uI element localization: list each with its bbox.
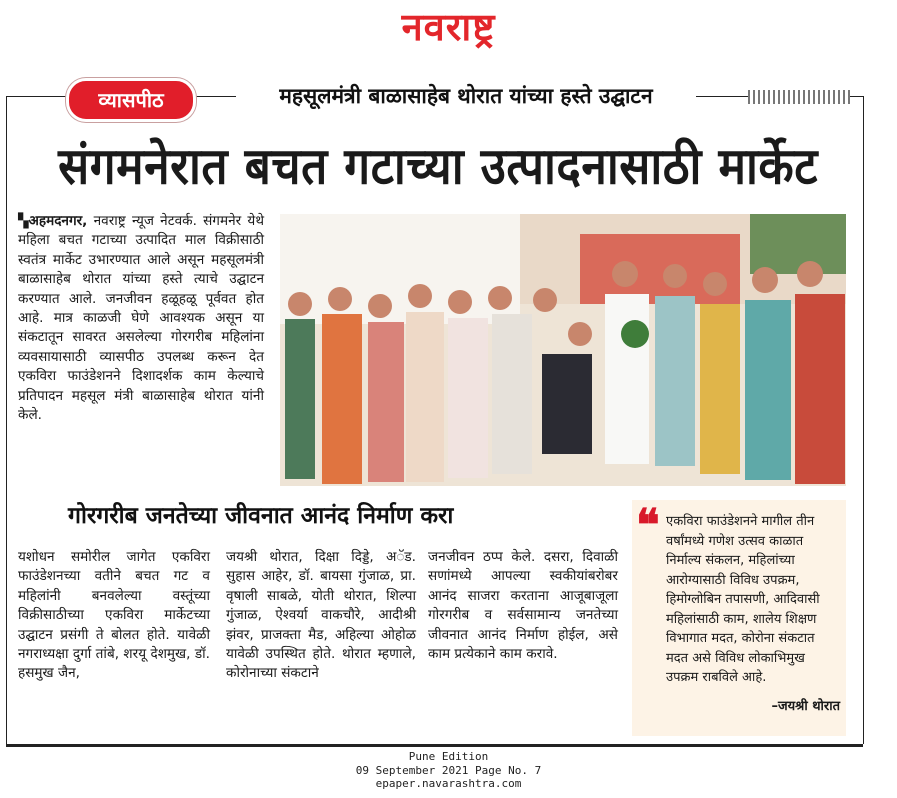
- quote-author: –जयश्री थोरात: [771, 699, 840, 714]
- intro-paragraph: ▚अहमदनगर, नवराष्ट्र न्यूज नेटवर्क. संगमनेर येथे महिला बचत गटाच्या उत्पादित माल विक्रीसाठी स्वतंत्र मार्केट उभारण्यात आले असून महसूलमंत्री बाळासाहेब थोरात यांच्या हस्ते त्याचे उद्घाटन करण्यात आले. जनजीवन हळूहळू पूर्ववत होत आहे. मात्र काळजी घेणे आवश्यक असून या संकटातून सावरत असलेल्या गोरगरीब महिलांना व्यवसायासाठी व्यासपीठ उपलब्ध करून देत एकविरा फाउंडेशनने दिशादर्शक काम केल्याचे प्रतिपादन महसूल मंत्री बाळासाहेब थोरात यांनी केले.: [18, 213, 265, 424]
- headline: संगमनेरात बचत गटाच्या उत्पादनासाठी मार्केट: [58, 136, 818, 196]
- quote-icon: ❝: [636, 500, 660, 551]
- body-column-2: जयश्री थोरात, दिक्षा दिड्डे, अॅड. सुहास आहेर, डॉ. बायसा गुंजाळ, प्रा. वृषाली साबळे, योती थोरात, शिल्पा गुंजाळ, ऐश्वर्या वाकचौरे, आदीश्री झंवर, प्राजक्ता मैड, अहिल्या ओहोळ यावेळी उपस्थित होते. थोरात म्हणाले, कोरोनाच्या संकटाने: [226, 549, 416, 682]
- masthead-logo: नवराष्ट्र: [401, 5, 496, 49]
- edition-label: Pune Edition: [408, 750, 489, 763]
- quote-text: एकविरा फाउंडेशनने मागील तीन वर्षांमध्ये गणेश उत्सव काळात निर्माल्य संकलन, महिलांच्या आरोग्यासाठी विविध उपक्रम, हिमोग्लोबिन तपासणी, आदिवासी महिलांसाठी काम, शालेय शिक्षण विभागात मदत, कोरोना संकटात मदत असे विविध लोकाभिमुख उपक्रम राबविले आहे.: [666, 514, 820, 685]
- date-page-label: 09 September 2021 Page No. 7: [355, 763, 542, 777]
- kicker: महसूलमंत्री बाळासाहेब थोरात यांच्या हस्ते उद्घाटन: [236, 80, 696, 112]
- bottom-rule: [6, 744, 863, 747]
- hatch-decoration: [748, 90, 850, 104]
- event-photo: [280, 214, 846, 486]
- subheadline: गोरगरीब जनतेच्या जीवनात आनंद निर्माण करा: [68, 503, 454, 529]
- intro-text: नवराष्ट्र न्यूज नेटवर्क. संगमनेर येथे महिला बचत गटाच्या उत्पादित माल विक्रीसाठी स्वतंत्र मार्केट उभारण्यात आले असून महसूलमंत्री बाळासाहेब थोरात यांच्या हस्ते त्याचे उद्घाटन करण्यात आले. जनजीवन हळूहळू पूर्ववत होत आहे. मात्र काळजी घेणे आवश्यक असून या संकटातून सावरत असलेल्या गोरगरीब महिलांना व्यवसायासाठी व्यासपीठ उपलब्ध करून देत एकविरा फाउंडेशनने दिशादर्शक काम केल्याचे प्रतिपादन महसूल मंत्री बाळासाहेब थोरात यांनी केले.: [18, 213, 265, 424]
- crowd-illustration: [280, 214, 846, 486]
- body-column-3: जनजीवन ठप्प केले. दसरा, दिवाळी सणांमध्ये आपल्या स्वकीयांबरोबर आनंद साजरा करताना आजूबाजूला गोरगरीब व सर्वसामान्य जनतेच्या जीवनात आनंद निर्माण होईल, असे काम प्रत्येकाने काम करावे.: [428, 549, 618, 663]
- body-column-1: यशोधन समोरील जागेत एकविरा फाउंडेशनच्या वतीने बचत गट व महिलांनी बनवलेल्या वस्तूंच्या विक्रीसाठीच्या एकविरा मार्केटच्या उद्घाटन प्रसंगी ते बोलत होते. यावेळी नगराध्यक्षा दुर्गा तांबे, शरयू देशमुख, डॉ. हसमुख जैन,: [18, 549, 210, 682]
- section-badge: व्यासपीठ: [66, 78, 196, 122]
- dateline: अहमदनगर,: [28, 213, 88, 229]
- page-footer: [0, 750, 897, 791]
- site-link[interactable]: epaper.navarashtra.com: [375, 777, 522, 790]
